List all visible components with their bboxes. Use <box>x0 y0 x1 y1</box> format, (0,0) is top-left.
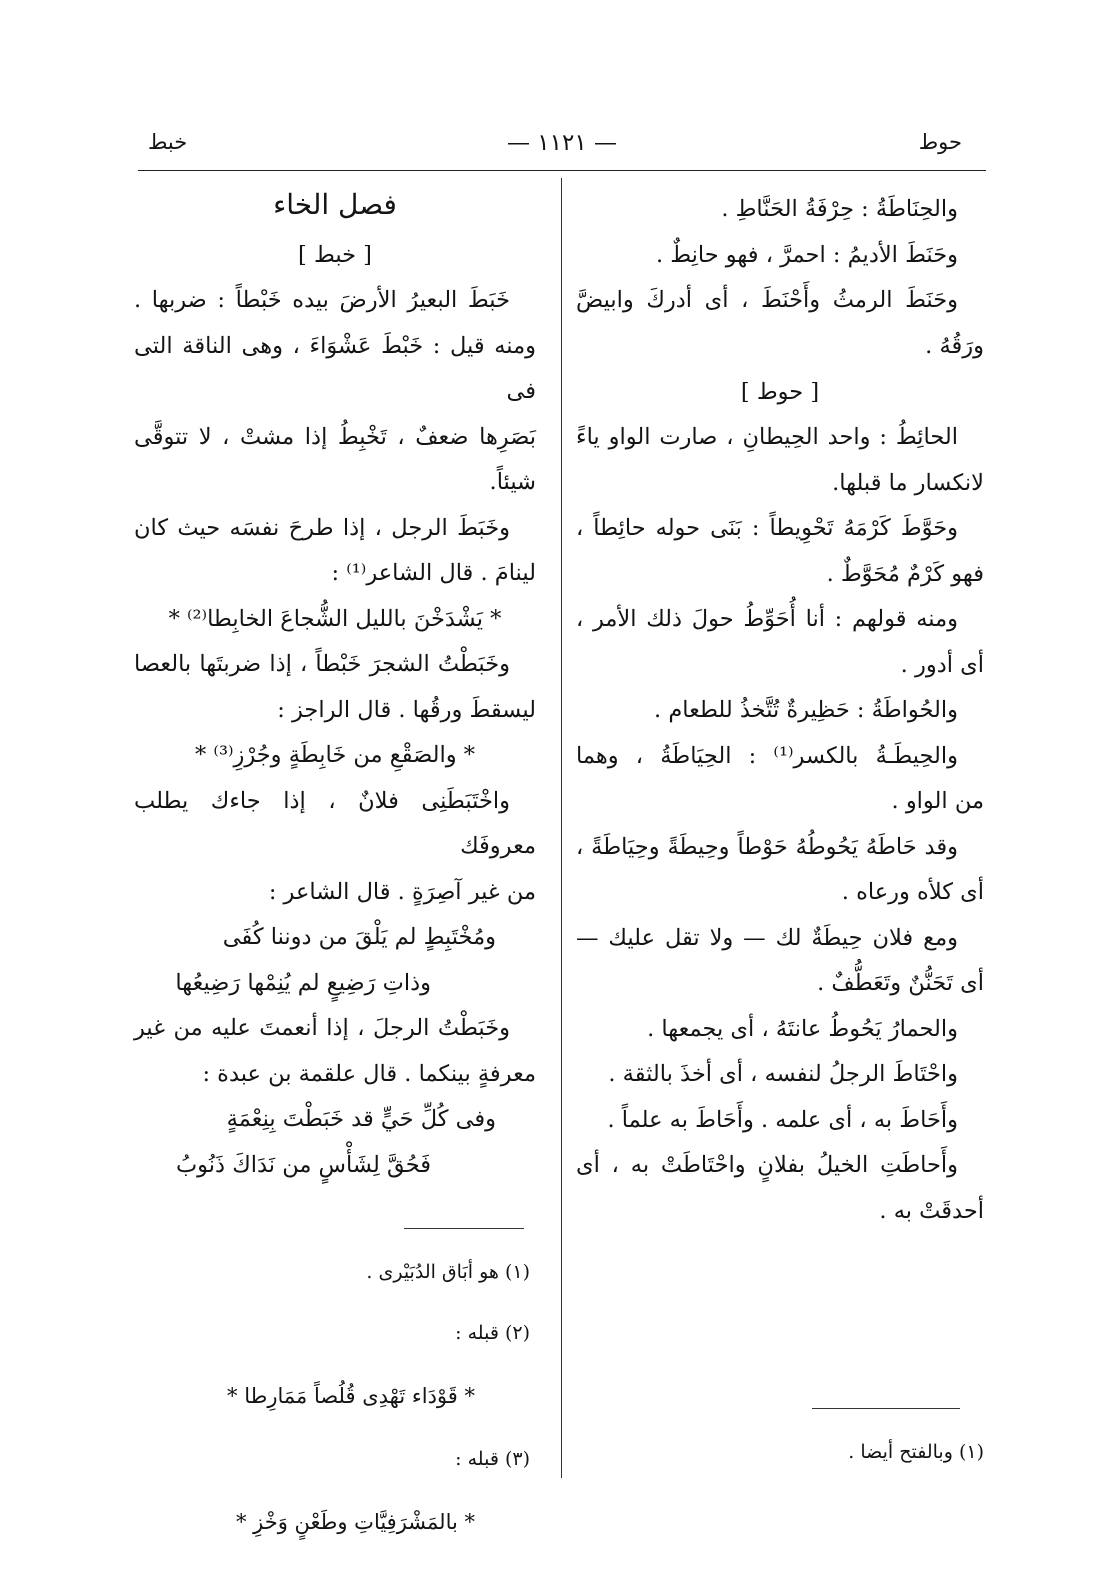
text-line: ورَقُهُ . <box>925 332 984 359</box>
running-header <box>138 130 986 164</box>
text-line: أى كلأه ورعاه . <box>841 879 984 905</box>
column-divider <box>561 178 562 1478</box>
text-line: وحَنَطَ الأديمُ : احمرَّ ، فهو حانِطٌ . <box>655 241 958 268</box>
left-column-text <box>134 232 536 1188</box>
text-line: وذاتِ رَضِيعٍ لم يُنِمْها رَضِيعُها <box>175 969 431 996</box>
text-line: (١) هو أبَاق الدُبَيْرى . <box>366 1261 530 1283</box>
text-line: واحْتَاطَ الرجلُ لنفسه ، أى أخذَ بالثقة . <box>608 1061 958 1087</box>
text-line: ومُخْتَبِطٍ لم يَلْقَ من دوننا كُفَى <box>222 924 496 950</box>
text-line: الحائِطُ : واحد الحِيطانِ ، صارت الواو ياءً <box>576 424 958 450</box>
left-column <box>134 178 536 1188</box>
text-line: أحدقَتْ به . <box>879 1197 984 1224</box>
right-footnote-rule <box>812 1408 960 1409</box>
text-line: فَحُقَّ لِشَأْسٍ من نَدَاكَ ذَنُوبُ <box>175 1151 431 1178</box>
text-line: وأَحاطَتِ الخيلُ بفلانٍ واحْتَاطَتْ به ، أى <box>576 1152 958 1178</box>
text-line: وقد حَاطَهُ يَحُوطُهُ حَوْطاً وحِيطَةً وحِيَاطَةً ، <box>576 833 958 860</box>
text-line: * قَوْدَاء تَهْدِى قُلُصاً مَمَارِطا * <box>227 1384 475 1408</box>
text-line: * يَشْدَخْنَ بالليل الشُّجاعَ الخابِطا⁽²⁾ * <box>168 605 502 632</box>
header-rule <box>138 170 986 171</box>
text-line: وخَبَطَ الرجل ، إذا طرحَ نفسَه حيث كان <box>134 514 510 541</box>
left-footnote-rule <box>404 1228 524 1229</box>
header-right-word: حوط <box>918 130 962 154</box>
text-line: [ خبط ] <box>298 242 372 268</box>
text-line: واخْتَبَطَنِى فلانٌ ، إذا جاءك يطلب معروفَك <box>134 787 536 859</box>
text-line: والحمارُ يَحُوطُ عانتَهُ ، أى يجمعها . <box>647 1015 958 1042</box>
text-line: * بالمَشْرَفِيَّاتِ وطَعْنٍ وَخْزِ * <box>235 1510 475 1534</box>
text-line: لانكسار ما قبلها. <box>832 469 984 496</box>
text-line: بَصَرِها ضعفٌ ، تَخْبِطُ إذا مشتْ ، لا تتوقَّى شيئاً. <box>134 423 536 495</box>
text-line: * والصَقْعِ من خَابِطَةٍ وجُرْزِ⁽³⁾ * <box>195 742 475 768</box>
text-line: وأَحَاطَ به ، أى علمه . وأَحَاطَ به علماً . <box>607 1106 958 1133</box>
text-line: من الواو . <box>891 788 984 814</box>
text-line: أى تَحَنُّنٌ وتَعَطُّفٌ . <box>817 970 984 996</box>
text-line: والحُواطَةُ : حَظِيرةٌ تُتَّخذُ للطعام . <box>654 697 958 723</box>
text-line: وخَبَطْتُ الشجرَ خَبْطاً ، إذا ضربتَها بالعصا <box>134 651 510 677</box>
text-line: والحِيطَـةُ بالكسر⁽¹⁾ : الحِيَاطَةُ ، وهما <box>576 742 958 769</box>
text-line: ومنه قولهم : أنا أُحَوِّطُ حولَ ذلك الأمر ، <box>576 606 958 632</box>
page-number: — ١١٢١ — <box>506 130 618 156</box>
text-line: لينامَ . قال الشاعر⁽¹⁾ : <box>331 560 536 586</box>
text-line: فهو كَرْمٌ مُحَوَّطٌ . <box>826 560 984 587</box>
text-line: معرفةٍ بينكما . قال علقمة بن عبدة : <box>202 1060 536 1087</box>
text-line: ومنه قيل : خَبْطَ عَشْوَاءَ ، وهى الناقة التى فى <box>134 332 536 404</box>
text-line: وخَبَطْتُ الرجلَ ، إذا أنعمتَ عليه من غير <box>134 1015 510 1041</box>
text-line: من غير آصِرَةٍ . قال الشاعر : <box>268 878 536 905</box>
text-line: وحَوَّطَ كَرْمَهُ تَحْوِيطاً : بَنَى حوله حائِطاً ، <box>576 515 958 541</box>
text-line: خَبَطَ البعيرُ الأرضَ بيده خَبْطاً : ضربها . <box>134 287 510 313</box>
text-line: وفى كُلِّ حَيٍّ قد خَبَطْتَ بِنِعْمَةٍ <box>226 1106 496 1132</box>
section-title: فصل الخاء <box>273 188 397 221</box>
right-footnotes <box>604 1412 984 1492</box>
left-footnotes <box>130 1232 530 1564</box>
right-column-text <box>576 187 984 1234</box>
text-line: وحَنَطَ الرمثُ وأَحْنَطَ ، أى أدركَ وابيضَّ <box>576 287 958 313</box>
footnote: (١) وبالفتح أيضا . <box>848 1441 984 1463</box>
text-line: [ حوط ] <box>740 379 820 405</box>
text-line: ليسقطَ ورقُها . قال الراجز : <box>277 696 536 723</box>
text-line: أى أدور . <box>900 651 984 678</box>
text-line: والحِنَاطَةُ : حِرْفَةُ الحَنَّاطِ . <box>721 196 958 222</box>
header-left-word: خبط <box>148 130 188 154</box>
text-line: ومع فلان حِيطَةٌ لك — ولا تقل عليك — <box>576 924 958 951</box>
right-column <box>576 187 984 1234</box>
text-line: (٣) قبله : <box>455 1448 530 1470</box>
text-line: (٢) قبله : <box>455 1322 530 1344</box>
